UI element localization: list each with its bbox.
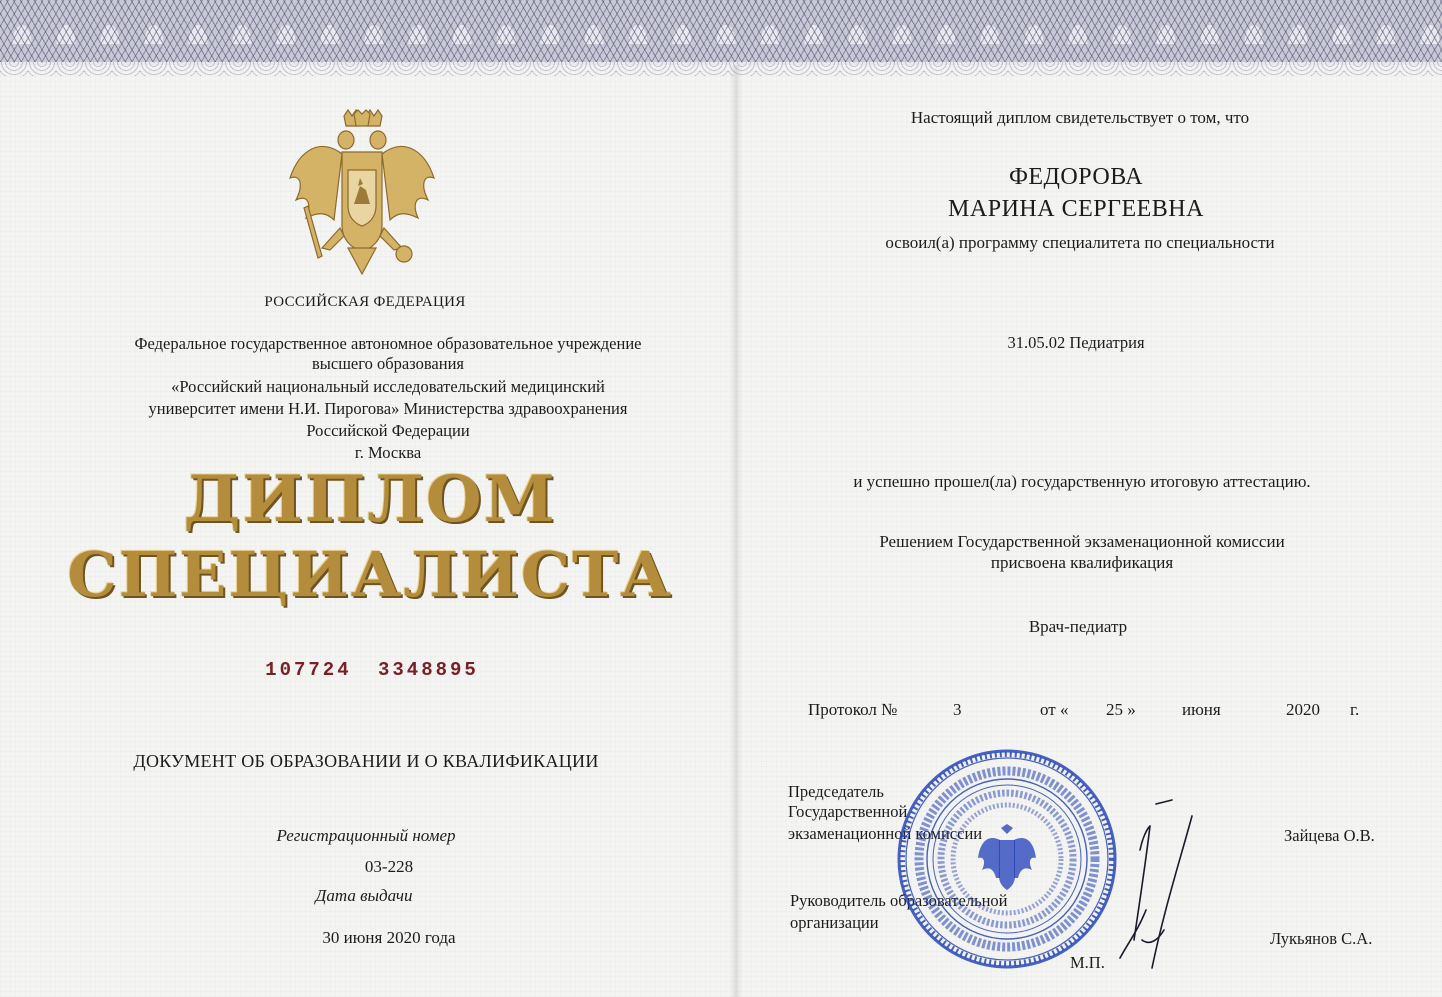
attestation-text: Настоящий диплом свидетельствует о том, что (910, 108, 1250, 127)
chair-name: Зайцева О.В. (1284, 826, 1375, 845)
seal-place-label: М.П. (1070, 953, 1105, 972)
protocol-month: июня (1182, 700, 1221, 719)
head-label-line: организации (790, 913, 879, 932)
institution-line: «Российский национальный исследовательский медицинский (171, 377, 605, 396)
guilloche-border (0, 0, 1442, 65)
head-name: Лукьянов С.А. (1270, 929, 1373, 948)
protocol-label: Протокол № (808, 700, 898, 719)
attestation-passed-text: и успешно прошел(ла) государственную итоговую аттестацию. (853, 472, 1311, 491)
specialty: 31.05.02 Педиатрия (1007, 333, 1145, 352)
head-label-line: Руководитель образовательной (790, 891, 1008, 910)
holder-surname: ФЕДОРОВА (1008, 164, 1144, 190)
protocol-year: 2020 (1286, 700, 1320, 719)
institution-line: Российской Федерации (306, 421, 470, 440)
coat-of-arms-emblem-icon (282, 108, 442, 276)
page-fold (730, 0, 742, 997)
country-name: РОССИЙСКАЯ ФЕДЕРАЦИЯ (264, 294, 466, 310)
program-text: освоил(а) программу специалитета по специальности (885, 233, 1275, 252)
issue-date: 30 июня 2020 года (322, 928, 456, 947)
registration-number: 03-228 (364, 857, 414, 876)
diploma-title-line2: СПЕЦИАЛИСТА (67, 538, 673, 611)
chair-label-line: Председатель (788, 782, 884, 801)
document-type: ДОКУМЕНТ ОБ ОБРАЗОВАНИИ И О КВАЛИФИКАЦИИ (133, 751, 599, 771)
institution-line: высшего образования (312, 354, 464, 373)
chair-label-line: экзаменационной комиссии (788, 824, 983, 843)
holder-given-names: МАРИНА СЕРГЕЕВНА (948, 196, 1204, 222)
protocol-from: от « (1040, 700, 1069, 719)
registration-label: Регистрационный номер (276, 826, 456, 845)
handwritten-signatures-icon (1080, 790, 1200, 980)
protocol-day: 25 » (1106, 700, 1136, 719)
diploma-title-line1: ДИПЛОМ (183, 462, 557, 537)
qualification: Врач-педиатр (1028, 617, 1128, 636)
protocol-number: 3 (953, 700, 962, 719)
commission-decision-line1: Решением Государственной экзаменационной комиссии (879, 532, 1285, 551)
institution-city: г. Москва (354, 443, 422, 462)
serial-number: 107724 3348895 (265, 659, 479, 681)
issue-date-label: Дата выдачи (315, 886, 413, 905)
protocol-year-suffix: г. (1350, 700, 1360, 719)
institution-line: университет имени Н.И. Пирогова» Министерства здравоохранения (148, 399, 628, 418)
institution-line: Федеральное государственное автономное образовательное учреждение (134, 334, 642, 353)
chair-label-line: Государственной (788, 802, 908, 821)
commission-decision-line2: присвоена квалификация (990, 553, 1174, 572)
